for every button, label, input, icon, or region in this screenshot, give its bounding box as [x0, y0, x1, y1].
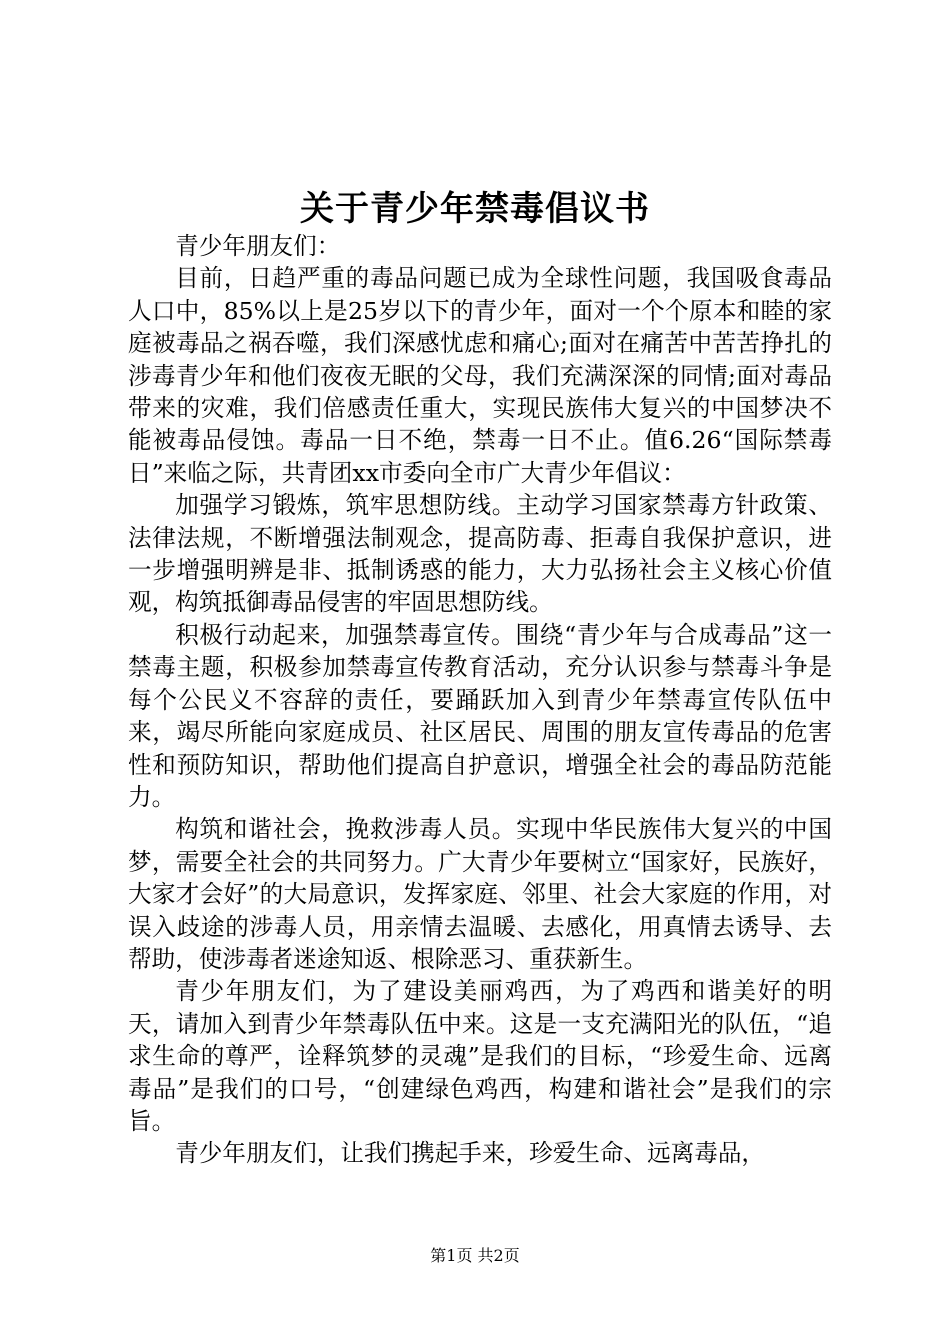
body-paragraph: 青少年朋友们，让我们携起手来，珍爱生命、远离毒品，	[175, 1139, 766, 1168]
salutation: 青少年朋友们：	[175, 232, 341, 260]
body-paragraph: 构筑和谐社会，挽救涉毒人员。实现中华民族伟大复兴的中国梦，需要全社会的共同努力。广大青少年要树立“国家好，民族好，大家才会好”的大局意识，发挥家庭、邻里、社会大家庭的作用，对误入歧途的涉毒人员，用亲情去温暖、去感化，用真情去诱导、去帮助，使涉毒者迷途知返、根除恶习、重获新生。	[128, 815, 832, 973]
body-paragraph: 积极行动起来，加强禁毒宣传。围绕“青少年与合成毒品”这一禁毒主题，积极参加禁毒宣传教育活动，充分认识参与禁毒斗争是每个公民义不容辞的责任，要踊跃加入到青少年禁毒宣传队伍中来，竭尽所能向家庭成员、社区居民、周围的朋友宣传毒品的危害性和预防知识，帮助他们提高自护意识，增强全社会的毒品防范能力。	[128, 620, 832, 811]
body-paragraph: 目前，日趋严重的毒品问题已成为全球性问题，我国吸食毒品人口中，85%以上是25岁以下的青少年，面对一个个原本和睦的家庭被毒品之祸吞噬，我们深感忧虑和痛心;面对在痛苦中苦苦挣扎的涉毒青少年和他们夜夜无眠的父母，我们充满深深的同情;面对毒品带来的灾难，我们倍感责任重大，实现民族伟大复兴的中国梦决不能被毒品侵蚀。毒品一日不绝，禁毒一日不止。值6.26“国际禁毒日”来临之际，共青团xx市委向全市广大青少年倡议：	[128, 264, 832, 487]
document-body	[128, 230, 832, 1170]
page-number-footer: 第1页 共2页	[430, 1246, 520, 1265]
body-paragraph: 加强学习锻炼，筑牢思想防线。主动学习国家禁毒方针政策、法律法规，不断增强法制观念，提高防毒、拒毒自我保护意识，进一步增强明辨是非、抵制诱惑的能力，大力弘扬社会主义核心价值观，构筑抵御毒品侵害的牢固思想防线。	[128, 491, 832, 617]
body-paragraph: 青少年朋友们，为了建设美丽鸡西，为了鸡西和谐美好的明天，请加入到青少年禁毒队伍中来。这是一支充满阳光的队伍，“追求生命的尊严，诠释筑梦的灵魂”是我们的目标，“珍爱生命、远离毒品”是我们的口号，“创建绿色鸡西，构建和谐社会”是我们的宗旨。	[128, 977, 832, 1135]
document-title: 关于青少年禁毒倡议书	[300, 189, 650, 229]
